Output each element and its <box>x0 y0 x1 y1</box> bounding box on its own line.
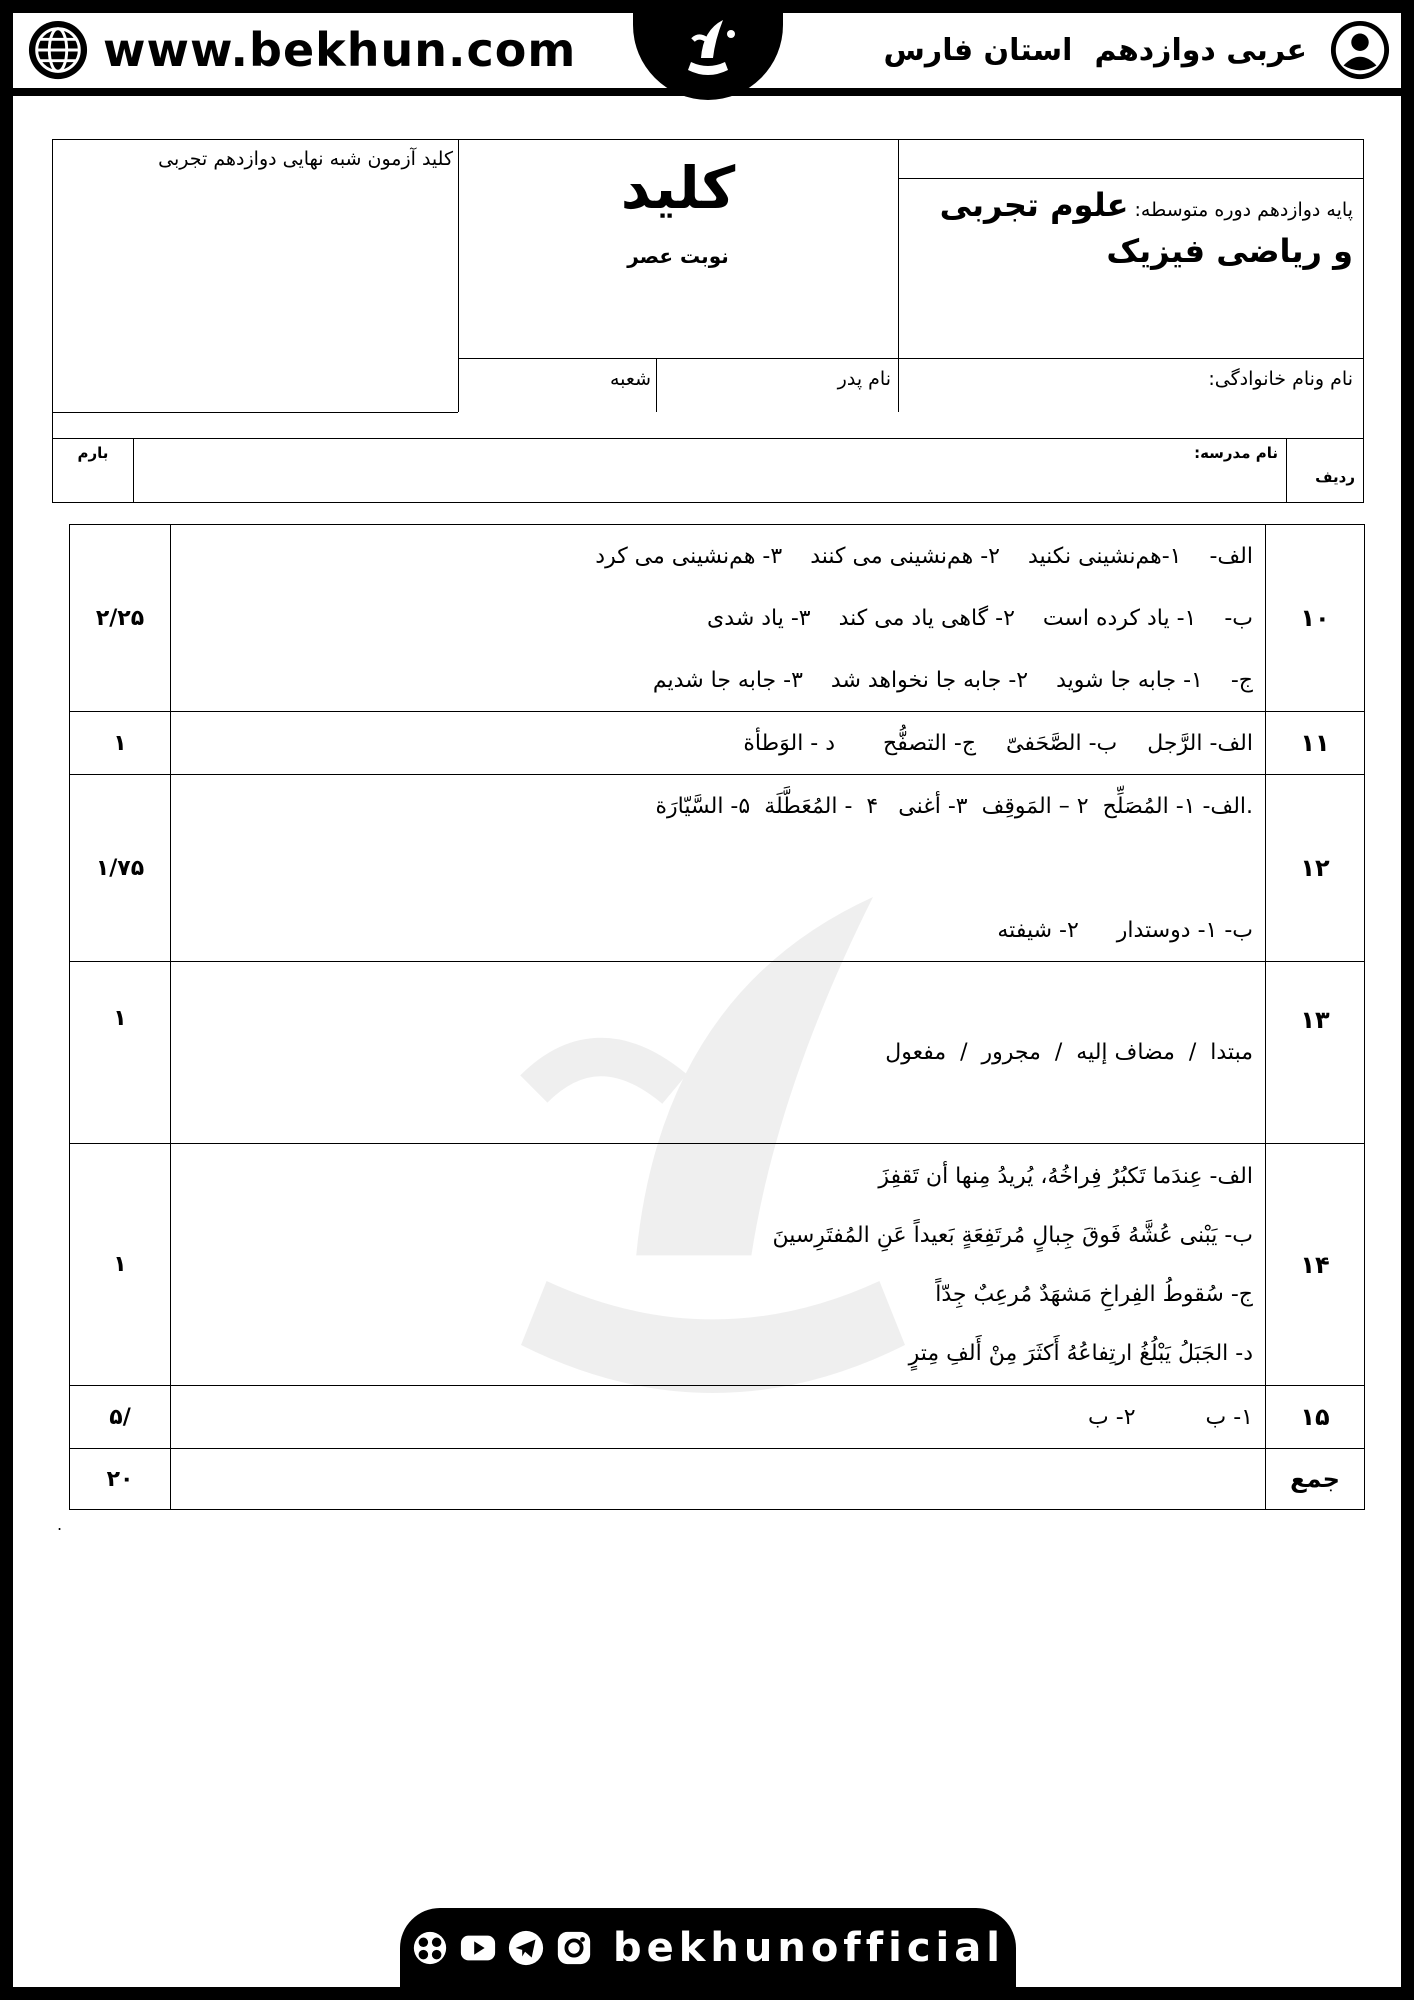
answer-content <box>171 712 1266 775</box>
score-label: بارم <box>77 444 109 462</box>
grade-prefix: پایه دوازدهم دوره متوسطه: <box>1134 199 1353 221</box>
question-number: ۱۳ <box>1266 962 1365 1144</box>
question-number: ۱۴ <box>1266 1144 1365 1386</box>
answer-item: ۳- جابه جا شدیم <box>652 667 803 693</box>
question-score: ۱ <box>70 1144 171 1386</box>
answer-line <box>171 649 1253 711</box>
answer-content <box>171 1144 1266 1386</box>
answer-item: ب- <box>1224 605 1253 631</box>
answer-content <box>171 1386 1266 1449</box>
user-icon <box>1329 19 1391 81</box>
answer-line <box>171 899 1253 961</box>
answer-item: ب- الصَّحَفیّ <box>1006 730 1118 756</box>
answer-item: ۲- شیفته <box>997 917 1079 943</box>
question-score: ۱ <box>70 712 171 775</box>
answer-line <box>171 1265 1253 1324</box>
answer-line <box>171 712 1253 774</box>
answer-item: ۳- یاد شدی <box>707 605 811 631</box>
header-subject-group <box>884 17 1391 83</box>
answer-item: ۲- گاهی یاد می کند <box>838 605 1015 631</box>
answer-row <box>70 712 1365 775</box>
brand-logo-icon <box>633 0 783 100</box>
question-score: ۱ <box>70 962 171 1144</box>
globe-icon <box>27 19 89 81</box>
answer-item: الف- الرَّجل <box>1147 730 1253 756</box>
field-line-1: علوم تجربی <box>939 186 1129 224</box>
question-number: ۱۵ <box>1266 1386 1365 1449</box>
answer-item: مبتدا / مضاف إلیه / مجرور / مفعول <box>885 1040 1253 1065</box>
answer-item: ۱-هم‌نشینی نکنید <box>1027 543 1182 569</box>
answer-line <box>171 775 1253 837</box>
stray-mark: . <box>57 1515 63 1534</box>
website-url: www.bekhun.com <box>103 23 577 77</box>
answer-item: ۴ <box>866 793 879 819</box>
answer-item: ب- یَبْنی عُشَّهُ فَوقَ جِبالٍ مُرتَفِعَةٍ بَعیداً عَنِ المُفتَرِسینَ <box>772 1222 1253 1248</box>
school-name-field[interactable]: نام مدرسه: <box>1194 444 1278 462</box>
province-title: استان فارس <box>883 32 1073 68</box>
exam-info-box <box>52 139 1364 503</box>
field-line-2: و ریاضی فیزیک <box>1106 232 1353 270</box>
answer-table <box>69 524 1365 1510</box>
answer-item: الف- عِندَما تَکبُرُ فِراخُهُ، یُریدُ مِنها أن تَقفِزَ <box>878 1163 1253 1189</box>
question-score: ۱/۷۵ <box>70 775 171 962</box>
grade-line <box>903 186 1353 224</box>
answer-item: ۵- السَّیّارَة <box>655 793 751 819</box>
answer-row <box>70 525 1365 712</box>
answer-item: ۲- هم‌نشینی می کنند <box>810 543 1000 569</box>
row-label: ردیف <box>1315 468 1355 486</box>
answer-row <box>70 962 1365 1144</box>
answer-item: ج- التصفُّح <box>883 730 977 756</box>
header-bar <box>13 13 1401 96</box>
answer-content <box>171 775 1266 962</box>
answer-row <box>70 1386 1365 1449</box>
answer-row <box>70 775 1365 962</box>
total-label: جمع <box>1266 1449 1365 1510</box>
social-footer[interactable] <box>400 1908 1016 1988</box>
father-name-field[interactable]: نام پدر <box>837 368 891 390</box>
subject-title: عربی دوازدهم <box>1094 32 1307 68</box>
answer-line <box>171 587 1253 649</box>
answer-line <box>171 1206 1253 1265</box>
website-link[interactable] <box>27 17 576 83</box>
answer-item: ۲- جابه جا نخواهد شد <box>830 667 1029 693</box>
answer-line <box>171 1022 1253 1084</box>
answer-item: ج- <box>1230 667 1253 693</box>
answer-row <box>70 1144 1365 1386</box>
answer-item: ب- ۱- دوستدار <box>1116 917 1253 943</box>
exam-title: کلید آزمون شبه نهایی دوازدهم تجربی <box>158 148 453 170</box>
answer-item: ۲ – المَوقِف <box>981 793 1089 819</box>
student-name-field[interactable]: نام ونام خانوادگی: <box>1208 368 1353 390</box>
answer-item: ج- سُقوطُ الفِراخِ مَشهَدٌ مُرعِبٌ جِدّاً <box>935 1281 1253 1307</box>
social-handle: bekhunofficial <box>613 1925 1005 1971</box>
question-number: ۱۰ <box>1266 525 1365 712</box>
key-heading: کلید <box>620 154 736 222</box>
answer-line <box>171 525 1253 587</box>
aparat-icon[interactable] <box>411 1929 449 1967</box>
answer-content <box>171 525 1266 712</box>
answer-item: ۱- جابه جا شوید <box>1056 667 1203 693</box>
answer-item: ۱- ب <box>1205 1404 1253 1430</box>
answer-item: د- الجَبَلُ یَبْلُغُ ارتِفاعُهُ أَکثَرَ مِنْ أَلفِ مِترٍ <box>908 1340 1253 1366</box>
answer-line <box>171 1147 1253 1206</box>
answer-line <box>171 1324 1253 1383</box>
answer-content <box>171 1449 1266 1510</box>
answer-item: الف- <box>1209 543 1253 569</box>
answer-item: ۳- هم‌نشینی می کرد <box>595 543 783 569</box>
answer-item: ۲- ب <box>1088 1404 1136 1430</box>
answer-item: د - الوَطأة <box>743 730 836 756</box>
branch-field[interactable]: شعبه <box>609 368 651 390</box>
answer-content <box>171 962 1266 1144</box>
session-label: نوبت عصر <box>627 244 729 268</box>
telegram-icon[interactable] <box>507 1929 545 1967</box>
youtube-icon[interactable] <box>459 1929 497 1967</box>
question-number: ۱۱ <box>1266 712 1365 775</box>
instagram-icon[interactable] <box>555 1929 593 1967</box>
answer-item: - المُعَطَّلَة <box>764 793 853 819</box>
question-score: /۵ <box>70 1386 171 1449</box>
brand-logo <box>633 0 783 100</box>
answer-item: .الف- ۱- المُصَلِّح <box>1102 793 1253 819</box>
total-score: ۲۰ <box>70 1449 171 1510</box>
question-number: ۱۲ <box>1266 775 1365 962</box>
total-row <box>70 1449 1365 1510</box>
question-score: ۲/۲۵ <box>70 525 171 712</box>
page <box>13 13 1401 1987</box>
answer-line <box>171 837 1253 899</box>
answer-item: ۳- أغنی <box>898 793 968 819</box>
answer-item: ۱- یاد کرده است <box>1042 605 1197 631</box>
answer-line <box>171 1386 1253 1448</box>
